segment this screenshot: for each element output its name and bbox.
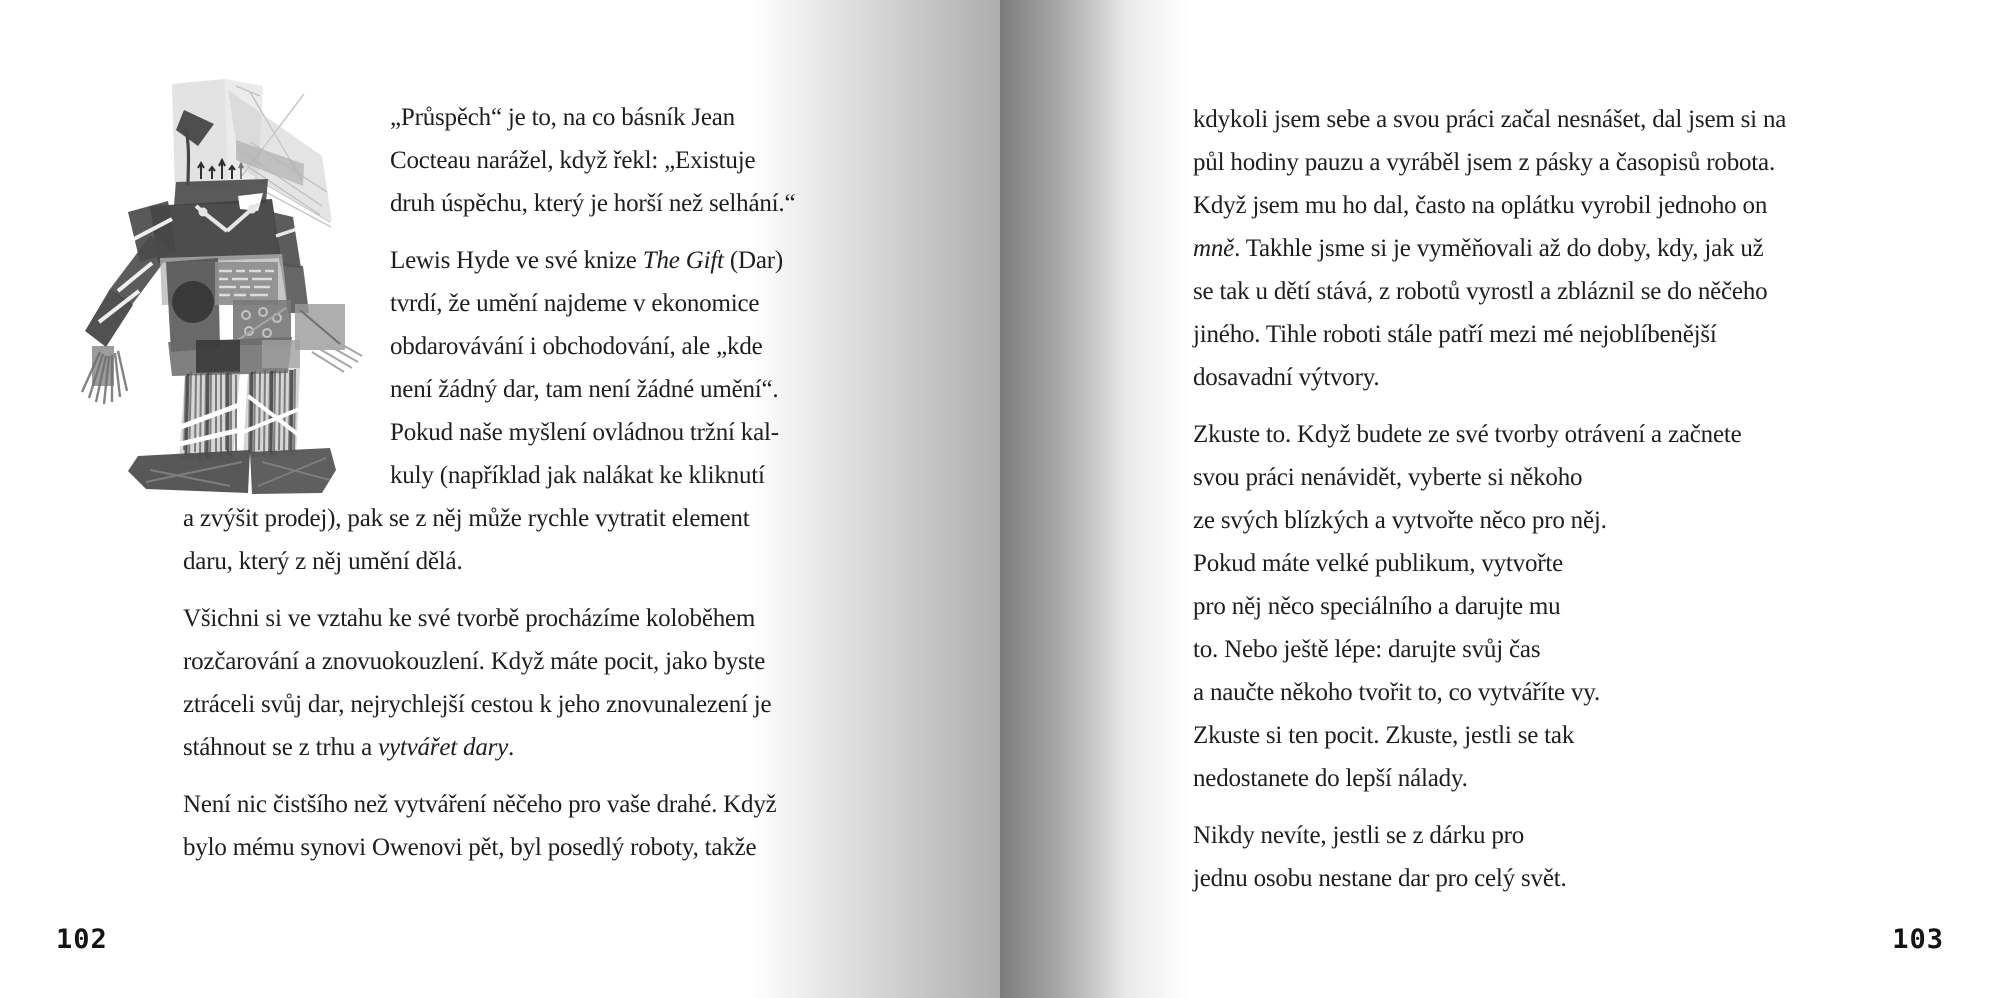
text-line <box>390 454 843 497</box>
text-line <box>1193 413 1853 456</box>
text-segment: kdykoli jsem sebe a svou práci začal nesnášet, dal jsem si na <box>1193 106 1787 133</box>
text-segment: ztráceli svůj dar, nejrychlejší cestou k jeho znovunalezení je <box>183 691 772 718</box>
text-segment: se tak u dětí stává, z robotů vyrostl a zbláznil se do něčeho <box>1193 278 1768 305</box>
text-line <box>390 96 843 139</box>
text-segment: Nikdy nevíte, jestli se z dárku pro <box>1193 822 1525 849</box>
text-line <box>390 411 843 454</box>
text-segment: bylo mému synovi Owenovi pět, byl posedlý roboty, takže <box>183 834 757 861</box>
text-segment: Zkuste to. Když budete ze své tvorby otrávení a začnete <box>1193 421 1742 448</box>
text-segment: Cocteau narážel, když řekl: „Existuje <box>390 147 756 174</box>
text-line <box>1193 714 1853 757</box>
text-segment: tvrdí, že umění najdeme v ekonomice <box>390 290 760 317</box>
text-line <box>1193 757 1853 800</box>
text-segment: rozčarování a znovuokouzlení. Když máte pocit, jako byste <box>183 648 766 675</box>
text-segment: druh úspěchu, který je horší než selhání.“ <box>390 190 796 217</box>
text-segment: Všichni si ve vztahu ke své tvorbě procházíme koloběhem <box>183 605 756 632</box>
text-segment: není žádný dar, tam není žádné umění“. <box>390 376 779 403</box>
text-line <box>390 282 843 325</box>
text-line <box>183 540 843 583</box>
text-segment: to. Nebo ještě lépe: darujte svůj čas <box>1193 636 1541 663</box>
text-line <box>390 139 843 182</box>
paragraph-block <box>183 783 843 869</box>
text-segment: Když jsem mu ho dal, často na oplátku vyrobil jednoho on <box>1193 192 1768 219</box>
italic-text: mně <box>1193 235 1235 262</box>
text-line <box>1193 814 1853 857</box>
text-segment: a naučte někoho tvořit to, co vytváříte vy. <box>1193 679 1601 706</box>
paragraph-block <box>390 96 843 225</box>
text-line <box>1193 313 1853 356</box>
text-line <box>1193 227 1853 270</box>
page-left-text <box>183 96 843 869</box>
page-number-right: 103 <box>1892 924 1944 955</box>
text-line <box>1193 270 1853 313</box>
text-segment: ze svých blízkých a vytvořte něco pro něj. <box>1193 507 1607 534</box>
text-line <box>183 783 843 826</box>
text-segment: jednu osobu nestane dar pro celý svět. <box>1193 865 1567 892</box>
text-segment: „Průspěch“ je to, na co básník Jean <box>390 104 735 131</box>
text-segment: daru, který z něj umění dělá. <box>183 548 463 575</box>
text-segment: Není nic čistšího než vytváření něčeho pro vaše drahé. Když <box>183 791 777 818</box>
text-segment: svou práci nenávidět, vyberte si někoho <box>1193 464 1583 491</box>
italic-text: vytvářet dary <box>378 734 509 761</box>
text-line <box>183 597 843 640</box>
text-segment: . Takhle jsme si je vyměňovali až do doby, kdy, jak už <box>1234 235 1764 262</box>
text-segment: a zvýšit prodej), pak se z něj může rychle vytratit element <box>183 505 750 532</box>
text-segment: Pokud máte velké publikum, vytvořte <box>1193 550 1564 577</box>
text-line <box>1193 141 1853 184</box>
text-line <box>1193 585 1853 628</box>
text-line <box>1193 456 1853 499</box>
paragraph-block <box>183 597 843 769</box>
text-segment: půl hodiny pauzu a vyráběl jsem z pásky a časopisů robota. <box>1193 149 1775 176</box>
text-line <box>183 726 843 769</box>
text-line <box>1193 628 1853 671</box>
text-segment: (Dar) <box>723 247 783 274</box>
text-line <box>1193 499 1853 542</box>
text-segment: pro něj něco speciálního a darujte mu <box>1193 593 1561 620</box>
text-line <box>390 368 843 411</box>
text-line <box>183 826 843 869</box>
text-segment: . <box>508 734 515 761</box>
text-segment: Zkuste si ten pocit. Zkuste, jestli se tak <box>1193 722 1575 749</box>
text-segment: jiného. Tihle roboti stále patří mezi mé nejoblíbenější <box>1193 321 1717 348</box>
page-right <box>1000 0 2000 998</box>
text-line <box>183 683 843 726</box>
paragraph-block <box>1193 814 1853 900</box>
text-line <box>1193 857 1853 900</box>
text-line <box>390 325 843 368</box>
paragraph-block <box>1193 413 1853 800</box>
text-segment: obdarovávání i obchodování, ale „kde <box>390 333 763 360</box>
italic-text: The Gift <box>642 247 724 274</box>
page-number-left: 102 <box>56 924 108 955</box>
paragraph-block <box>1193 98 1853 399</box>
text-line <box>183 497 843 540</box>
text-line <box>390 182 843 225</box>
text-segment: Lewis Hyde ve své knize <box>390 247 643 274</box>
text-line <box>390 239 843 282</box>
text-line <box>1193 184 1853 227</box>
text-segment: stáhnout se z trhu a <box>183 734 379 761</box>
paragraph-block <box>183 497 843 583</box>
text-line <box>1193 98 1853 141</box>
text-line <box>1193 671 1853 714</box>
text-line <box>1193 356 1853 399</box>
text-segment: Pokud naše myšlení ovládnou tržní kal- <box>390 419 779 446</box>
text-line <box>183 640 843 683</box>
text-segment: nedostanete do lepší nálady. <box>1193 765 1468 792</box>
text-segment: dosavadní výtvory. <box>1193 364 1380 391</box>
paragraph-block <box>390 239 843 497</box>
text-line <box>1193 542 1853 585</box>
text-segment: kuly (například jak nalákat ke kliknutí <box>390 462 765 489</box>
page-right-text <box>1193 98 1853 900</box>
